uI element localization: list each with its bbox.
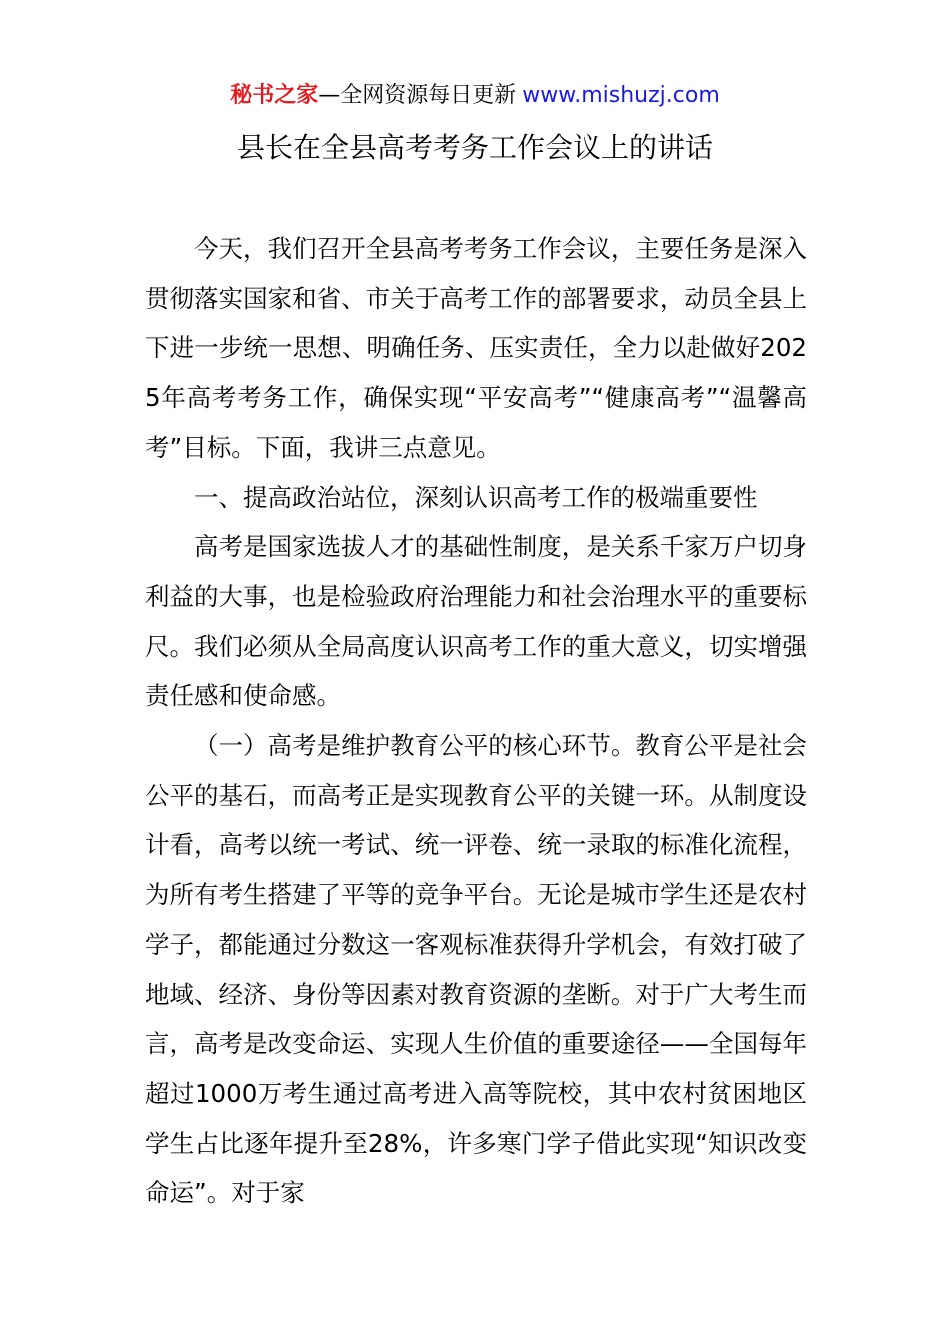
brand-name: 秘书之家	[230, 83, 319, 108]
paragraph-section-1-intro: 高考是国家选拔人才的基础性制度，是关系千家万户切身利益的大事，也是检验政府治理能力和社会治理水平的重要标尺。我们必须从全局高度认识高考工作的重大意义，切实增强责任感和使命感。	[145, 532, 807, 711]
banner-tagline: —全网资源每日更新	[318, 83, 517, 108]
section-heading-1: 一、提高政治站位，深刻认识高考工作的极端重要性	[194, 482, 758, 512]
site-banner	[0, 80, 950, 112]
document-title: 县长在全县高考考务工作会议上的讲话	[236, 131, 713, 164]
paragraph-subsection-1: （一）高考是维护教育公平的核心环节。教育公平是社会公平的基石，而高考正是实现教育公平的关键一环。从制度设计看，高考以统一考试、统一评卷、统一录取的标准化流程，为所有考生搭建了平等的竞争平台。无论是城市学生还是农村学子，都能通过分数这一客观标准获得升学机会，有效打破了地域、经济、身份等因素对教育资源的垄断。对于广大考生而言，高考是改变命运、实现人生价值的重要途径——全国每年超过1000万考生通过高考进入高等院校，其中农村贫困地区学生占比逐年提升至28%，许多寒门学子借此实现“知识改变命运”。对于家	[145, 731, 807, 1208]
site-url-link[interactable]: www.mishuzj.com	[522, 83, 720, 108]
document-body	[145, 224, 807, 1218]
paragraph-intro: 今天，我们召开全县高考考务工作会议，主要任务是深入贯彻落实国家和省、市关于高考工作的部署要求，动员全县上下进一步统一思想、明确任务、压实责任，全力以赴做好2025年高考考务工作，确保实现“平安高考”“健康高考”“温馨高考”目标。下面，我讲三点意见。	[145, 234, 807, 462]
